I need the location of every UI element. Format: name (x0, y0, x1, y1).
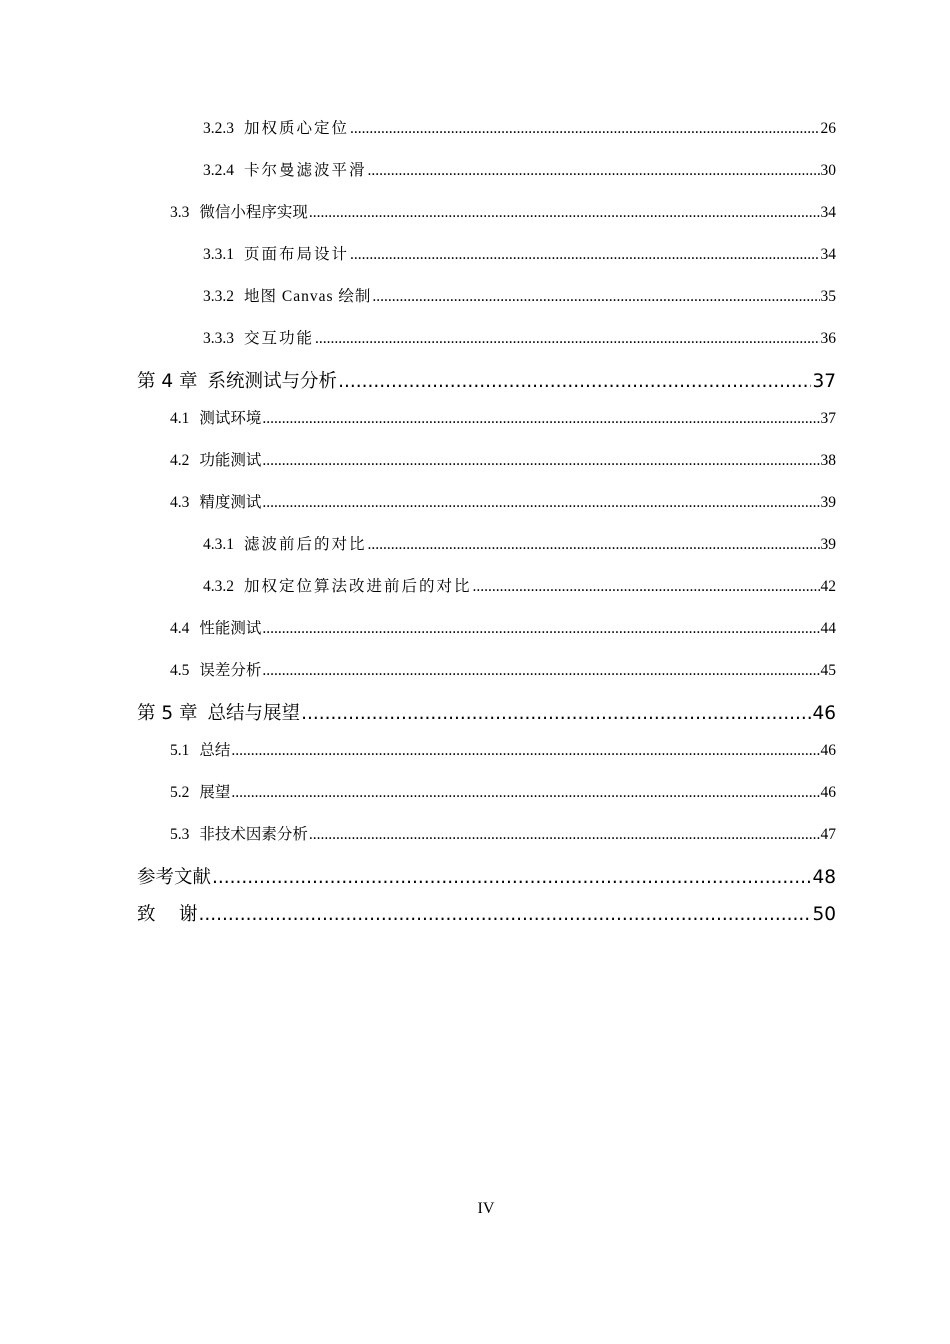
toc-entry[interactable] (0, 284, 950, 310)
toc-entry-number: 5.1 (170, 742, 190, 759)
toc-entry-title: 系统测试与分析 (207, 371, 338, 392)
toc-leader-dots (338, 371, 811, 392)
toc-entry-number: 4.3.1 (203, 536, 234, 553)
toc-leader-dots (262, 494, 819, 512)
toc-entry-page: 39 (820, 536, 836, 553)
toc-entry-title: 致 谢 (137, 904, 198, 925)
toc-entry[interactable] (0, 116, 950, 142)
toc-entry-page: 35 (820, 288, 836, 305)
toc-leader-dots (368, 536, 820, 554)
toc-entry-title: 地图 Canvas 绘制 (244, 288, 372, 305)
toc-entry-title: 精度测试 (199, 494, 262, 511)
toc-entry-title: 交互功能 (244, 330, 315, 347)
toc-entry[interactable] (0, 658, 950, 684)
toc-entry-number: 4.2 (170, 452, 190, 469)
toc-entry-number: 4.3.2 (203, 578, 234, 595)
toc-entry-number: 5.3 (170, 826, 190, 843)
toc-entry-page: 37 (820, 410, 836, 427)
toc-entry-title: 加权质心定位 (244, 120, 350, 137)
toc-leader-dots (309, 204, 820, 222)
toc-chapter-entry[interactable] (0, 367, 950, 393)
toc-entry-number: 5.2 (170, 784, 190, 801)
toc-leader-dots (262, 410, 819, 428)
toc-entry-page: 30 (820, 162, 836, 179)
toc-entry-number: 3.3.3 (203, 330, 234, 347)
toc-leader-dots (231, 784, 819, 802)
toc-leader-dots (262, 452, 819, 470)
toc-entry[interactable] (0, 532, 950, 558)
toc-leader-dots (199, 904, 812, 925)
toc-entry-page: 36 (820, 330, 836, 347)
toc-entry-title: 展望 (199, 784, 231, 801)
toc-entry[interactable] (0, 738, 950, 764)
toc-entry-page: 46 (812, 703, 836, 724)
toc-entry-page: 34 (820, 246, 836, 263)
toc-entry-page: 39 (820, 494, 836, 511)
toc-entry-page: 42 (820, 578, 836, 595)
toc-entry-number: 3.3.2 (203, 288, 234, 305)
toc-entry-number: 3.3.1 (203, 246, 234, 263)
toc-entry-page: 45 (820, 662, 836, 679)
toc-entry-title: 页面布局设计 (244, 246, 350, 263)
toc-leader-dots (262, 662, 819, 680)
toc-entry-page: 46 (820, 784, 836, 801)
toc-entry-title: 加权定位算法改进前后的对比 (244, 578, 472, 595)
toc-entry-title: 滤波前后的对比 (244, 536, 367, 553)
toc-chapter-entry[interactable] (0, 863, 950, 889)
toc-leader-dots (350, 246, 819, 264)
toc-leader-dots (301, 703, 811, 724)
toc-entry[interactable] (0, 490, 950, 516)
toc-leader-dots (262, 620, 819, 638)
toc-entry-title: 测试环境 (199, 410, 262, 427)
toc-entry[interactable] (0, 158, 950, 184)
toc-entry-page: 47 (820, 826, 836, 843)
toc-entry-number: 第 4 章 (137, 371, 198, 392)
toc-entry-page: 38 (820, 452, 836, 469)
toc-leader-dots (315, 330, 819, 348)
toc-chapter-entry[interactable] (0, 900, 950, 926)
toc-leader-dots (368, 162, 820, 180)
toc-entry-number: 4.5 (170, 662, 190, 679)
toc-entry-number: 4.4 (170, 620, 190, 637)
toc-entry-title: 功能测试 (199, 452, 262, 469)
toc-chapter-entry[interactable] (0, 699, 950, 725)
toc-entry[interactable] (0, 616, 950, 642)
toc-entry-number: 4.3 (170, 494, 190, 511)
toc-entry-number: 3.3 (170, 204, 190, 221)
toc-entry[interactable] (0, 822, 950, 848)
toc-entry[interactable] (0, 780, 950, 806)
toc-entry-title: 误差分析 (199, 662, 262, 679)
toc-entry-page: 26 (820, 120, 836, 137)
toc-entry[interactable] (0, 326, 950, 352)
toc-entry-title: 微信小程序实现 (199, 204, 308, 221)
toc-entry[interactable] (0, 242, 950, 268)
toc-entry-page: 34 (820, 204, 836, 221)
toc-entry-number: 4.1 (170, 410, 190, 427)
toc-entry-title: 卡尔曼滤波平滑 (244, 162, 367, 179)
toc-entry-page: 37 (812, 371, 836, 392)
toc-entry-page: 44 (820, 620, 836, 637)
toc-entry-title: 非技术因素分析 (199, 826, 308, 843)
toc-entry-title: 性能测试 (199, 620, 262, 637)
toc-entry-title: 总结 (199, 742, 231, 759)
page-number: IV (477, 1200, 495, 1217)
toc-entry-page: 50 (812, 904, 836, 925)
toc-entry-title: 总结与展望 (207, 703, 301, 724)
toc-entry-page: 46 (820, 742, 836, 759)
toc-entry[interactable] (0, 406, 950, 432)
toc-entry[interactable] (0, 448, 950, 474)
toc-entry-number: 第 5 章 (137, 703, 198, 724)
toc-entry-title: 参考文献 (137, 867, 212, 888)
toc-entry[interactable] (0, 200, 950, 226)
toc-leader-dots (231, 742, 819, 760)
toc-entry-number: 3.2.3 (203, 120, 234, 137)
toc-entry-number: 3.2.4 (203, 162, 234, 179)
toc-entry[interactable] (0, 574, 950, 600)
toc-leader-dots (212, 867, 811, 888)
toc-leader-dots (309, 826, 820, 844)
toc-entry-page: 48 (812, 867, 836, 888)
toc-leader-dots (350, 120, 819, 138)
toc-leader-dots (372, 288, 819, 306)
toc-leader-dots (473, 578, 820, 596)
